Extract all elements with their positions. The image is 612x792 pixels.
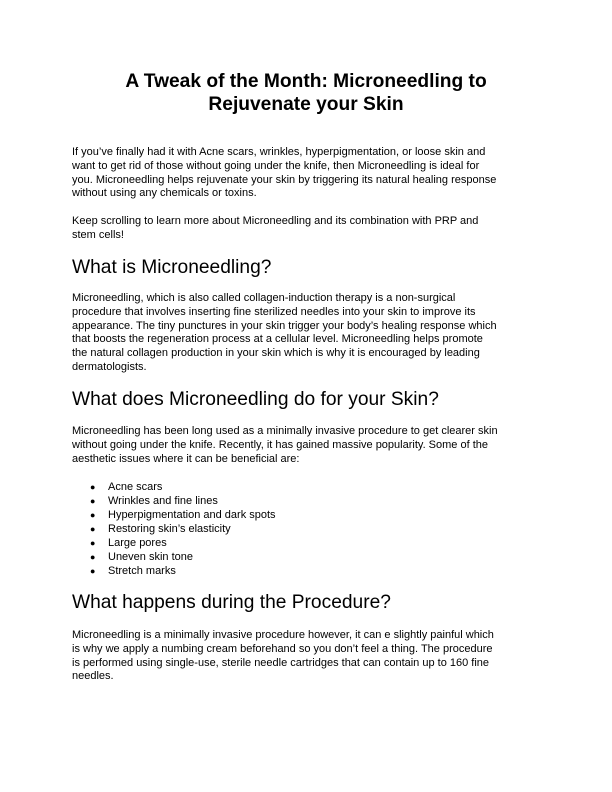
bullet-icon: ● (90, 566, 96, 576)
procedure-line-1: Microneedling is a minimally invasive procedure however, it can e slightly painful which (72, 629, 494, 641)
section-heading-what-does: What does Microneedling do for your Skin? (72, 389, 439, 410)
what-is-line-2: procedure that involves inserting fine sterilized needles into your skin to improve its (72, 305, 476, 318)
scroll-line-2: stem cells! (72, 228, 124, 241)
bullet-icon: ● (90, 510, 96, 520)
section-what-is-paragraph (72, 292, 542, 375)
what-is-line-3: appearance. The tiny punctures in your skin trigger your body’s healing response which (72, 319, 497, 332)
intro-line-1: If you’ve finally had it with Acne scars, wrinkles, hyperpigmentation, or loose skin and (72, 146, 486, 158)
what-does-line-1: Microneedling has been long used as a minimally invasive procedure to get clearer skin (72, 425, 498, 437)
what-is-line-4: that boosts the regeneration process at a cellular level. Microneedling helps promote (72, 333, 483, 346)
bullet-icon: ● (90, 538, 96, 548)
intro-paragraph (72, 146, 542, 201)
procedure-line-2: is why we apply a numbing cream beforehand so you don’t feel a thing. The procedure (72, 642, 493, 655)
what-does-line-3: aesthetic issues where it can be beneficial are: (72, 452, 300, 465)
procedure-line-4: needles. (72, 670, 114, 683)
section-procedure-paragraph (72, 629, 542, 684)
what-is-line-5: the natural collagen production in your skin which is why it is encouraged by leading (72, 347, 480, 360)
what-does-line-2: without going under the knife. Recently, it has gained massive popularity. Some of the (72, 438, 488, 451)
list-item: ● Hyperpigmentation and dark spots (90, 509, 276, 521)
bullet-icon: ● (90, 496, 96, 506)
what-is-line-6: dermatologists. (72, 360, 147, 373)
list-item: ● Restoring skin’s elasticity (90, 523, 231, 535)
scroll-paragraph (72, 215, 542, 243)
benefits-list (72, 480, 276, 578)
what-is-line-1: Microneedling, which is also called collagen-induction therapy is a non-surgical (72, 292, 456, 304)
list-item: ● Wrinkles and fine lines (90, 495, 218, 507)
section-heading-what-is: What is Microneedling? (72, 257, 272, 278)
intro-line-2: want to get rid of those without going under the knife, then Microneedling is ideal for (72, 159, 480, 172)
list-item: ● Acne scars (90, 481, 163, 493)
document-title (100, 70, 512, 116)
list-item: ● Large pores (90, 537, 167, 549)
scroll-line-1: Keep scrolling to learn more about Microneedling and its combination with PRP and (72, 215, 479, 227)
bullet-icon: ● (90, 482, 96, 492)
title-line-1: A Tweak of the Month: Microneedling to (125, 71, 487, 92)
section-what-does-paragraph (72, 425, 542, 466)
intro-line-4: without using any chemicals or toxins. (72, 187, 257, 200)
list-item: ● Uneven skin tone (90, 551, 193, 563)
title-line-2: Rejuvenate your Skin (208, 94, 404, 115)
procedure-line-3: is performed using single-use, sterile needle cartridges that can contain up to 160 fine (72, 656, 490, 669)
list-item: ● Stretch marks (90, 565, 176, 577)
bullet-icon: ● (90, 552, 96, 562)
bullet-icon: ● (90, 524, 96, 534)
section-heading-procedure: What happens during the Procedure? (72, 592, 391, 613)
intro-line-3: you. Microneedling helps rejuvenate your skin by triggering its natural healing response (72, 173, 497, 186)
